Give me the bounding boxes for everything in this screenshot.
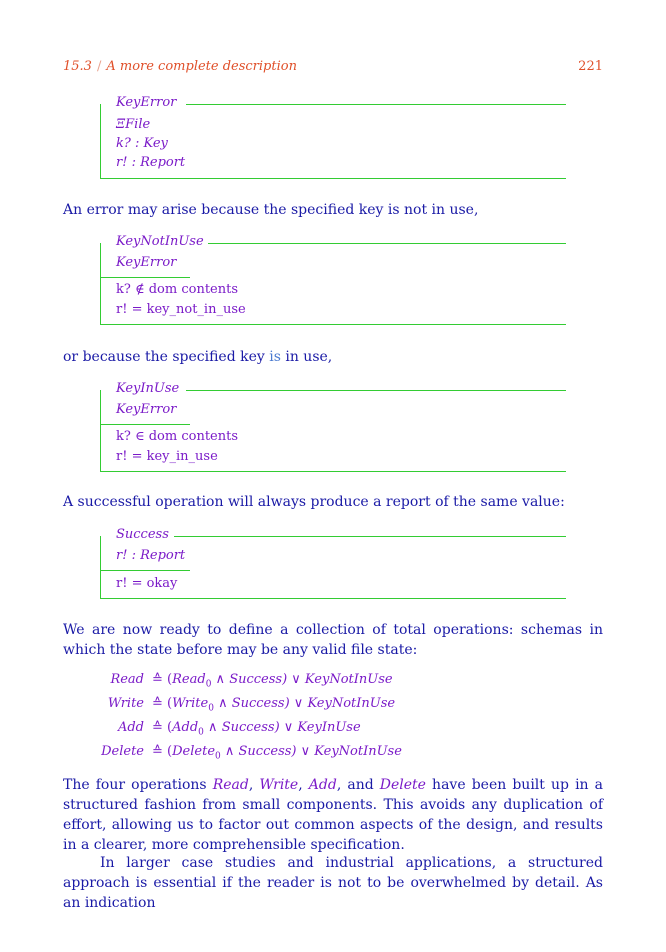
schema-name: Success <box>116 527 169 542</box>
paragraph: A successful operation will always produce a report of the same value: <box>63 494 565 510</box>
schema-name: KeyNotInUse <box>116 234 204 249</box>
schema-keynotinuse <box>100 236 566 326</box>
schema-name: KeyError <box>116 95 177 110</box>
schema-divider <box>100 424 190 425</box>
schema-predicate-line: k? ∉ dom contents <box>116 282 239 297</box>
schema-decl-line: ΞFile <box>116 117 151 132</box>
schema-success <box>100 529 566 601</box>
paragraph: The four operations Read, Write, Add, and Delete have been built up in a structured fashion from small components. This avoids any duplication of effort, allowing us to factor out common aspects of the design, and results in a clearer, more comprehensible specification. <box>63 777 603 853</box>
schema-keyerror <box>100 97 566 181</box>
schema-decl-line: r! : Report <box>116 548 186 563</box>
schema-divider <box>100 570 190 571</box>
page-number: 221 <box>578 59 603 74</box>
schema-name: KeyInUse <box>116 381 180 396</box>
schema-decl-line: KeyError <box>116 402 177 417</box>
schema-decl-line: k? : Key <box>116 136 168 151</box>
equation-row: Add ≙ (Add$_0$ ∧ Success) ∨ KeyInUse <box>117 720 361 738</box>
schema-keyinuse <box>100 383 566 473</box>
header-separator: / <box>96 59 102 74</box>
equation-row: Delete ≙ (Delete$_0$ ∧ Success) ∨ KeyNotInUse <box>101 744 402 762</box>
running-header <box>63 59 297 74</box>
schema-bottom-rule <box>100 178 566 179</box>
operation-definitions <box>60 672 560 772</box>
paragraph: or because the specified key is in use, <box>63 349 333 365</box>
schema-predicate-line: r! = key_in_use <box>116 449 218 464</box>
paragraph: In larger case studies and industrial applications, a structured approach is essential if the reader is not to be overwhelmed by detail. As an indication <box>63 855 603 911</box>
equation-row: Read ≙ (Read$_0$ ∧ Success) ∨ KeyNotInUse <box>110 672 393 690</box>
schema-predicate-line: k? ∈ dom contents <box>116 429 239 444</box>
equation-row: Write ≙ (Write$_0$ ∧ Success) ∨ KeyNotInUse <box>107 696 396 714</box>
schema-predicate-line: r! = okay <box>116 576 178 591</box>
schema-divider <box>100 277 190 278</box>
schema-predicate-line: r! = key_not_in_use <box>116 302 246 317</box>
section-number: 15.3 <box>63 59 92 74</box>
section-title: A more complete description <box>106 59 297 74</box>
paragraph: An error may arise because the specified key is not in use, <box>63 202 479 218</box>
paragraph: We are now ready to define a collection of total operations: schemas in which the state before may be any valid file state: <box>63 622 603 658</box>
schema-left-rule <box>100 104 101 178</box>
schema-decl-line: r! : Report <box>116 155 186 170</box>
schema-decl-line: KeyError <box>116 255 177 270</box>
